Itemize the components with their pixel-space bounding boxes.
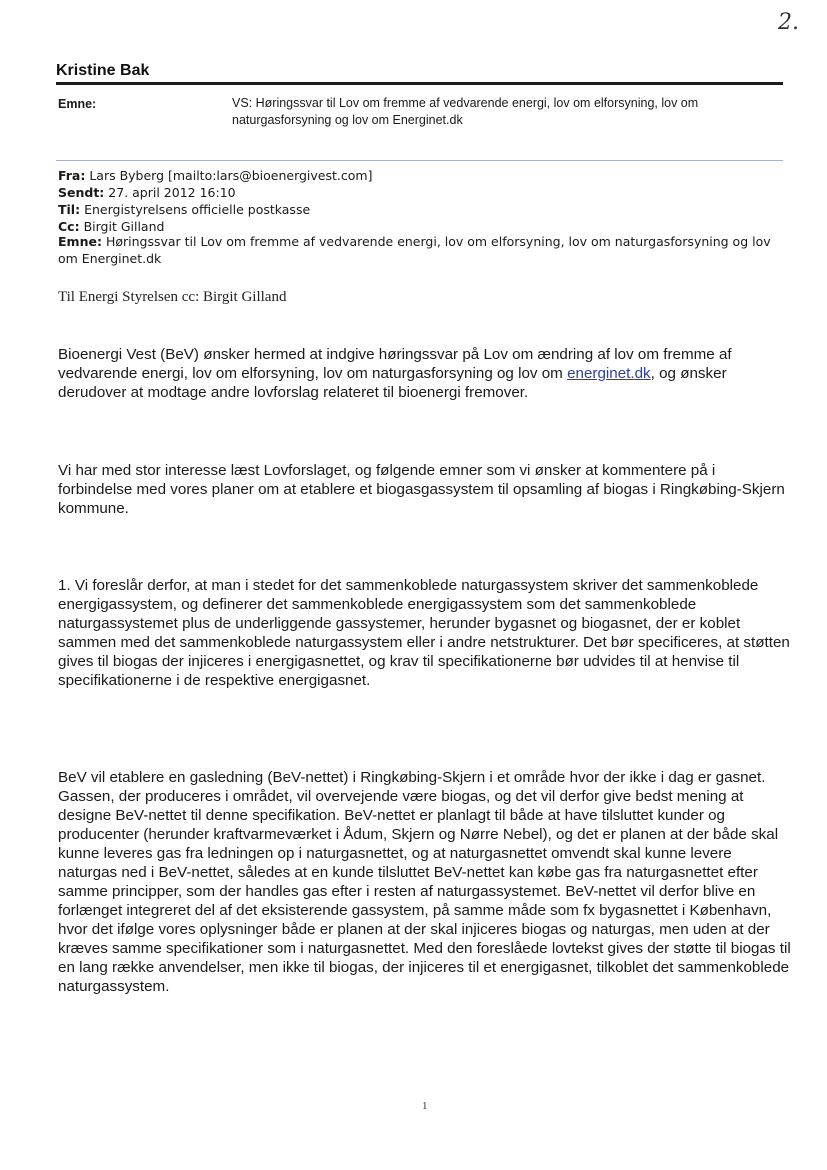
cc-label: Cc: [58,219,80,234]
to-value: Energistyrelsens officielle postkasse [84,202,311,217]
sent-label: Sendt: [58,185,105,200]
energinet-link[interactable]: energinet.dk [567,365,651,382]
forward-to-line [58,202,788,218]
body-paragraph-1 [58,345,793,402]
from-value: Lars Byberg [mailto:lars@bioenergivest.com] [89,168,373,183]
forward-from-line [58,168,788,184]
forward-sent-line [58,185,788,201]
page-number: 1 [422,1100,428,1112]
subject-value: VS: Høringssvar til Lov om fremme af vedvarende energi, lov om elforsyning, lov om naturgasforsyning og lov om Energinet.dk [232,96,699,127]
sent-value: 27. april 2012 16:10 [108,185,236,200]
body-paragraph-4: BeV vil etablere en gasledning (BeV-nettet) i Ringkøbing-Skjern i et område hvor der ikke i dag er gasnet. Gassen, der produceres i området, vil overvejende være biogas, og det vil derfor give bedst mening at designe BeV-nettet til denne specifikation. BeV-nettet er planlagt til både at have tilsluttet kunder og producenter (herunder kraftvarmeværket i Ådum, Skjern og Nørre Nebel), og det er planen at der både skal kunne leveres gas fra ledningen op i naturgasnettet, og at naturgasnettet omvendt skal kunne levere naturgas ned i BeV-nettet, således at en kunde tilsluttet BeV-nettet kan købe gas fra naturgasnettet efter samme principper, som der handles gas efter i resten af naturgassystemet. BeV-nettet vil derfor blive en forlænget integreret del af det eksisterende gassystem, på samme måde som fx bygasnettet i København, hvor det ifølge vores oplysninger både er planen at der skal injiceres biogas og naturgas, men uden at der kræves samme specifikationer som i naturgasnettet. Med den foreslåede lovtekst gives der støtte til biogas til en lang række anvendelser, men ikke til biogas, der injiceres til et energigasnet, tilkoblet det sammenkoblede naturgassystem. [58,769,791,995]
cc-value: Birgit Gilland [83,219,165,234]
sender-name: Kristine Bak [56,62,150,79]
paragraph-1-text-end: , og ønsker derudover at modtage andre lovforslag relateret til bioenergi fremover. [58,365,727,401]
handwritten-page-mark: 2. [778,10,799,35]
paragraph-1-text-start: Bioenergi Vest (BeV) ønsker hermed at indgive høringssvar på Lov om ændring af lov om fremme af vedvarende energi, lov om elforsyning, lov om naturgasforsyning og lov om [58,346,732,382]
subject-label: Emne: [58,97,97,111]
forward-divider [56,160,783,161]
forward-subject-line [58,233,788,267]
forward-subject-label: Emne: [58,234,102,249]
greeting: Til Energi Styrelsen cc: Birgit Gilland [58,289,287,305]
body-paragraph-3: 1. Vi foreslår derfor, at man i stedet for det sammenkoblede naturgassystem skriver det sammenkoblede energigassystem, og definerer det sammenkoblede energigassystem som det sammenkoblede naturgassystemet plus de underliggende gassystemer, herunder bygasnet og biogasnet, der er koblet sammen med det sammenkoblede naturgassystem eller i andre netstrukturer. Det bør specificeres, at støtten gives til biogas der injiceres i energigasnettet, og krav til specifikationerne bør udvides til at henvise til specifikationerne i de respektive energigasnet. [58,577,790,689]
to-label: Til: [58,202,81,217]
body-paragraph-2: Vi har med stor interesse læst Lovforslaget, og følgende emner som vi ønsker at kommentere på i forbindelse med vores planer om at etablere et biogasgassystem til opsamling af biogas i Ringkøbing-Skjern kommune. [58,462,785,517]
header-divider [56,82,783,85]
forward-subject-value: Høringssvar til Lov om fremme af vedvarende energi, lov om elforsyning, lov om naturgasforsyning og lov om Energinet.dk [58,234,771,266]
from-label: Fra: [58,168,86,183]
